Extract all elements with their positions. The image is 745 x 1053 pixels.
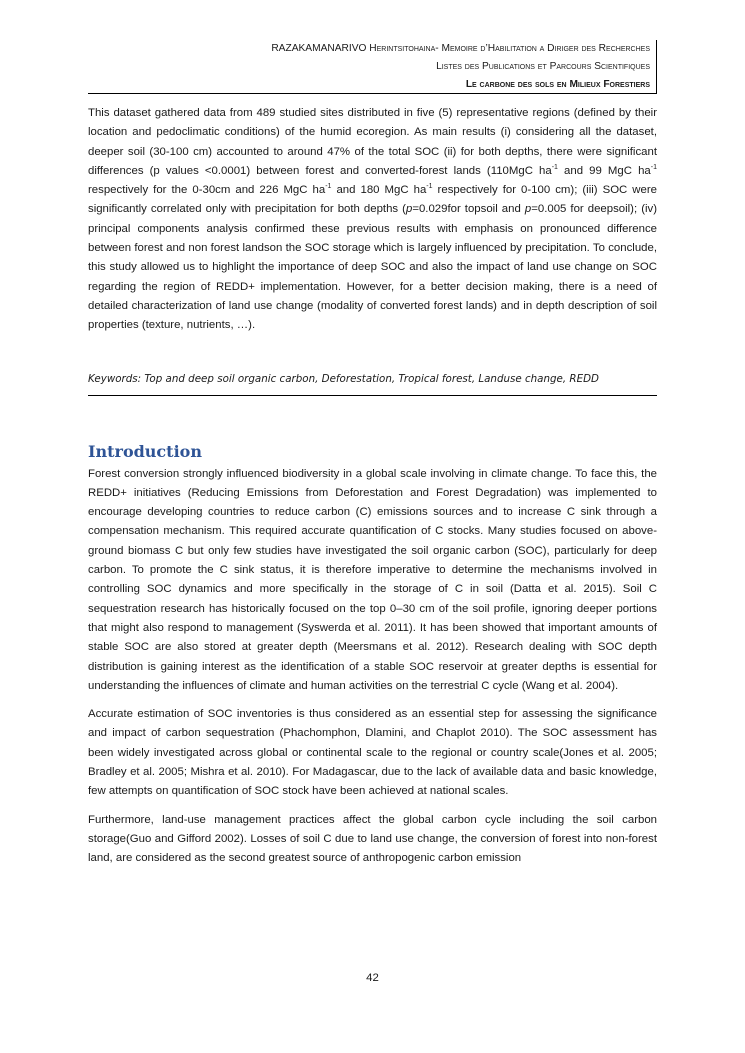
abstract-text: This dataset gathered data from 489 studied sites distributed in five (5) representative regions (defined by their location and pedoclimatic conditions) of the humid ecoregion. As main results (i) considering all the dataset, deeper soil (30-100 cm) accounted to around 47% of the total SOC (ii) for both depths, there were significant differences (p values <0.0001) between forest and converted-forest lands (110MgC ha bbox=[88, 107, 657, 177]
superscript: -1 bbox=[325, 183, 332, 191]
page-content bbox=[88, 104, 657, 869]
p-value-symbol: p bbox=[405, 203, 413, 216]
keywords-line: Keywords: Top and deep soil organic carbon, Deforestation, Tropical forest, Landuse change, REDD bbox=[88, 372, 599, 385]
header-line-2: Listes des Publications et Parcours Scientifiques bbox=[436, 61, 650, 72]
header-line-1 bbox=[88, 40, 650, 58]
header-thesis-title: - Memoire d’Habilitation a Diriger des Recherches bbox=[435, 43, 650, 54]
section-heading-introduction: Introduction bbox=[88, 441, 202, 461]
abstract-text: and 99 MgC ha bbox=[557, 164, 651, 177]
running-header bbox=[88, 40, 657, 94]
intro-paragraph-1: Forest conversion strongly influenced biodiversity in a global scale involving in climate change. To face this, the REDD+ initiatives (Reducing Emissions from Deforestation and Forest Degradation) was implemented to encourage developing countries to reduce carbon (C) emissions sources and to increase C sink through a compensation mechanism. This required accurate quantification of C stocks. Many studies focused on above-ground biomass C but only few studies have investigated the soil organic carbon (SOC), particularly for deep carbon. To promote the C sink status, it is therefore imperative to determine the mechanisms involved in controlling SOC dynamics and more specifically in the storage of C in soil (Datta et al. 2015). Soil C sequestration research has historically focused on the top 0–30 cm of the soil profile, ignoring deeper portions that might also respond to management (Syswerda et al. 2011). It has been showed that important amounts of stable SOC are also stored at greater depth (Meersmans et al. 2012). Research dealing with SOC depth distribution is gaining interest as the identification of a stable SOC reservoir at greater depths is essential for understanding the influences of climate and human activities on the terrestrial C cycle (Wang et al. 2004). bbox=[88, 467, 657, 692]
intro-paragraph-2: Accurate estimation of SOC inventories is thus considered as an essential step for assessing the significance and impact of carbon sequestration (Phachomphon, Dlamini, and Chaplot 2010). The SOC assessment has been widely investigated across global or continental scale to the regional or country scale(Jones et al. 2005; Bradley et al. 2005; Mishra et al. 2010). For Madagascar, due to the lack of available data and basic knowledge, few attempts on quantification of SOC stock have been achieved at national scales. bbox=[88, 708, 657, 798]
intro-paragraph-3: Furthermore, land-use management practices affect the global carbon cycle including the soil carbon storage(Guo and Gifford 2002). Losses of soil C due to land use change, the conversion of forest into non-forest land, are considered as the second greatest source of anthropogenic carbon emission bbox=[88, 813, 657, 865]
abstract-text: respectively for the 0-30cm and 226 MgC ha bbox=[88, 184, 326, 197]
abstract-paragraph bbox=[88, 104, 657, 336]
abstract-text: and 180 MgC ha bbox=[331, 184, 427, 197]
header-author: RAZAKAMANARIVO bbox=[271, 43, 367, 54]
header-given-name: Herintsitohaina bbox=[369, 43, 436, 54]
page-number: 42 bbox=[366, 972, 379, 984]
header-line-3: Le carbone des sols en Milieux Forestiers bbox=[465, 79, 650, 90]
section-divider bbox=[88, 395, 657, 396]
p-value-symbol: p bbox=[524, 203, 532, 216]
superscript: -1 bbox=[551, 164, 558, 172]
abstract-text: =0.029for topsoil and bbox=[412, 203, 525, 216]
abstract-text: respectively for 0-100 cm); (iii) SOC were significantly correlated only with precipitation for both depths ( bbox=[88, 184, 658, 216]
superscript: -1 bbox=[650, 164, 657, 172]
abstract-text: =0.005 for deepsoil); (iv) principal components analysis confirmed these previous results with emphasis on pronounced difference between forest and non forest landson the SOC storage which is largely influenced by precipitation. To conclude, this study allowed us to highlight the importance of deep SOC and also the impact of land use change on SOC regarding the region of REDD+ implementation. However, for a better decision making, there is a need of detailed characterization of land use change (modality of converted forest lands) and in depth description of soil properties (texture, nutrients, …). bbox=[88, 203, 658, 332]
superscript: -1 bbox=[426, 183, 433, 191]
